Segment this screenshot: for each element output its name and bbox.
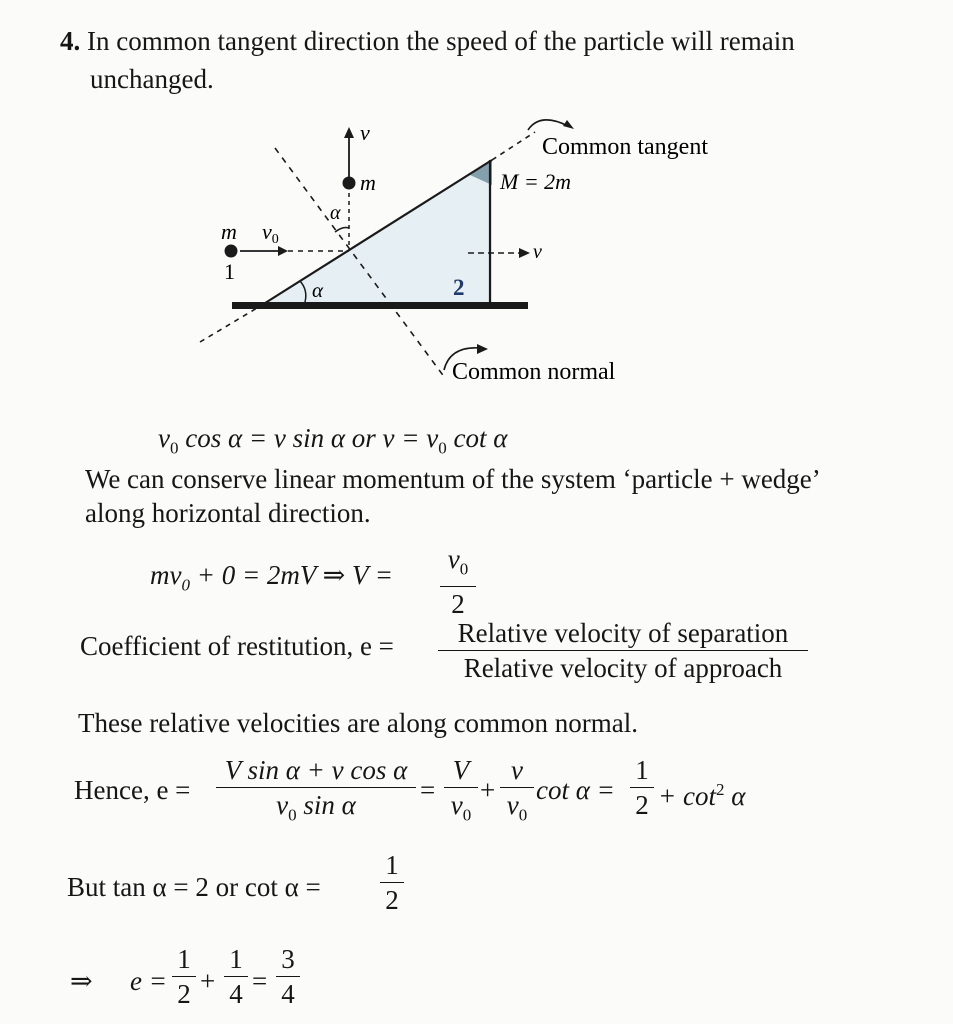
- common-tangent-line: [200, 305, 262, 342]
- restitution-fraction: Relative velocity of separation Relative velocity of approach: [438, 618, 808, 683]
- equation-5-fraction-2: 1 4: [224, 944, 248, 1009]
- tangent-curve-arrow: [528, 120, 568, 130]
- problem-line-2: unchanged.: [90, 64, 214, 94]
- label-m-left: m: [221, 219, 237, 244]
- equation-3-fraction-4: 1 2: [630, 755, 654, 820]
- ground: [232, 302, 528, 309]
- paragraph-momentum-1: We can conserve linear momentum of the system ‘particle + wedge’: [85, 464, 821, 494]
- equation-4-label: But tan α = 2 or cot α =: [67, 872, 321, 902]
- equation-2-lhs: $mv_0 + 0 = 2mV$ ⇒ V =: [150, 560, 394, 595]
- particle-up: [343, 177, 356, 190]
- paragraph-normal: These relative velocities are along common normal.: [78, 708, 639, 738]
- equation-5-plus: +: [200, 966, 216, 996]
- equation-3-fraction-3: v $v_0$: [500, 755, 534, 830]
- v-wedge-arrowhead: [519, 248, 530, 258]
- label-v0: v0: [262, 219, 279, 247]
- v-up-arrowhead: [344, 127, 354, 138]
- equation-3-plus: +: [480, 775, 496, 805]
- equation-5-equals: =: [252, 966, 268, 996]
- equation-1: $v_0$ cos α = v sin α or $v = v_0$ cot α: [158, 423, 508, 458]
- label-alpha-bottom: α: [312, 278, 324, 302]
- equation-3-cot: cot α =: [536, 775, 615, 805]
- label-common-normal: Common normal: [452, 359, 616, 385]
- paragraph-momentum-2: along horizontal direction.: [85, 498, 371, 528]
- restitution-label: Coefficient of restitution, e =: [80, 631, 394, 661]
- label-alpha-top: α: [330, 202, 341, 224]
- problem-number: 4.: [60, 26, 81, 56]
- label-m-particle: m: [360, 170, 376, 195]
- particle-1: [225, 245, 238, 258]
- equation-5-fraction-1: 1 2: [172, 944, 196, 1009]
- common-tangent-line-ext: [492, 132, 535, 160]
- label-v-right: v: [533, 241, 542, 263]
- equation-4-fraction: 1 2: [380, 850, 404, 915]
- equation-3-equals: =: [420, 775, 436, 805]
- equation-5-arrow: ⇒: [70, 966, 93, 996]
- label-common-tangent: Common tangent: [542, 134, 708, 160]
- equation-3-fraction-1: V sin α + v cos α $v_0$ sin α: [216, 755, 416, 830]
- tangent-curve-arrowhead: [563, 120, 574, 129]
- equation-3-tail: + $\cot^2 \alpha$: [658, 780, 746, 811]
- label-1: 1: [224, 259, 235, 284]
- equation-3-label: Hence, e =: [74, 775, 191, 805]
- problem-line-1: In common tangent direction the speed of the particle will remain: [87, 26, 795, 56]
- v0-arrowhead: [278, 246, 288, 256]
- alpha-arc-top: [335, 228, 349, 233]
- equation-3-fraction-2: V $v_0$: [444, 755, 478, 830]
- equation-5-e: e =: [130, 966, 167, 996]
- label-2: 2: [453, 275, 465, 300]
- equation-2-fraction: $v_0$ 2: [440, 544, 476, 619]
- label-M: M = 2m: [500, 169, 572, 194]
- label-v-up: v: [360, 120, 370, 145]
- normal-curve-arrowhead: [477, 344, 488, 354]
- equation-5-fraction-3: 3 4: [276, 944, 300, 1009]
- wedge-collision-diagram: [0, 0, 953, 410]
